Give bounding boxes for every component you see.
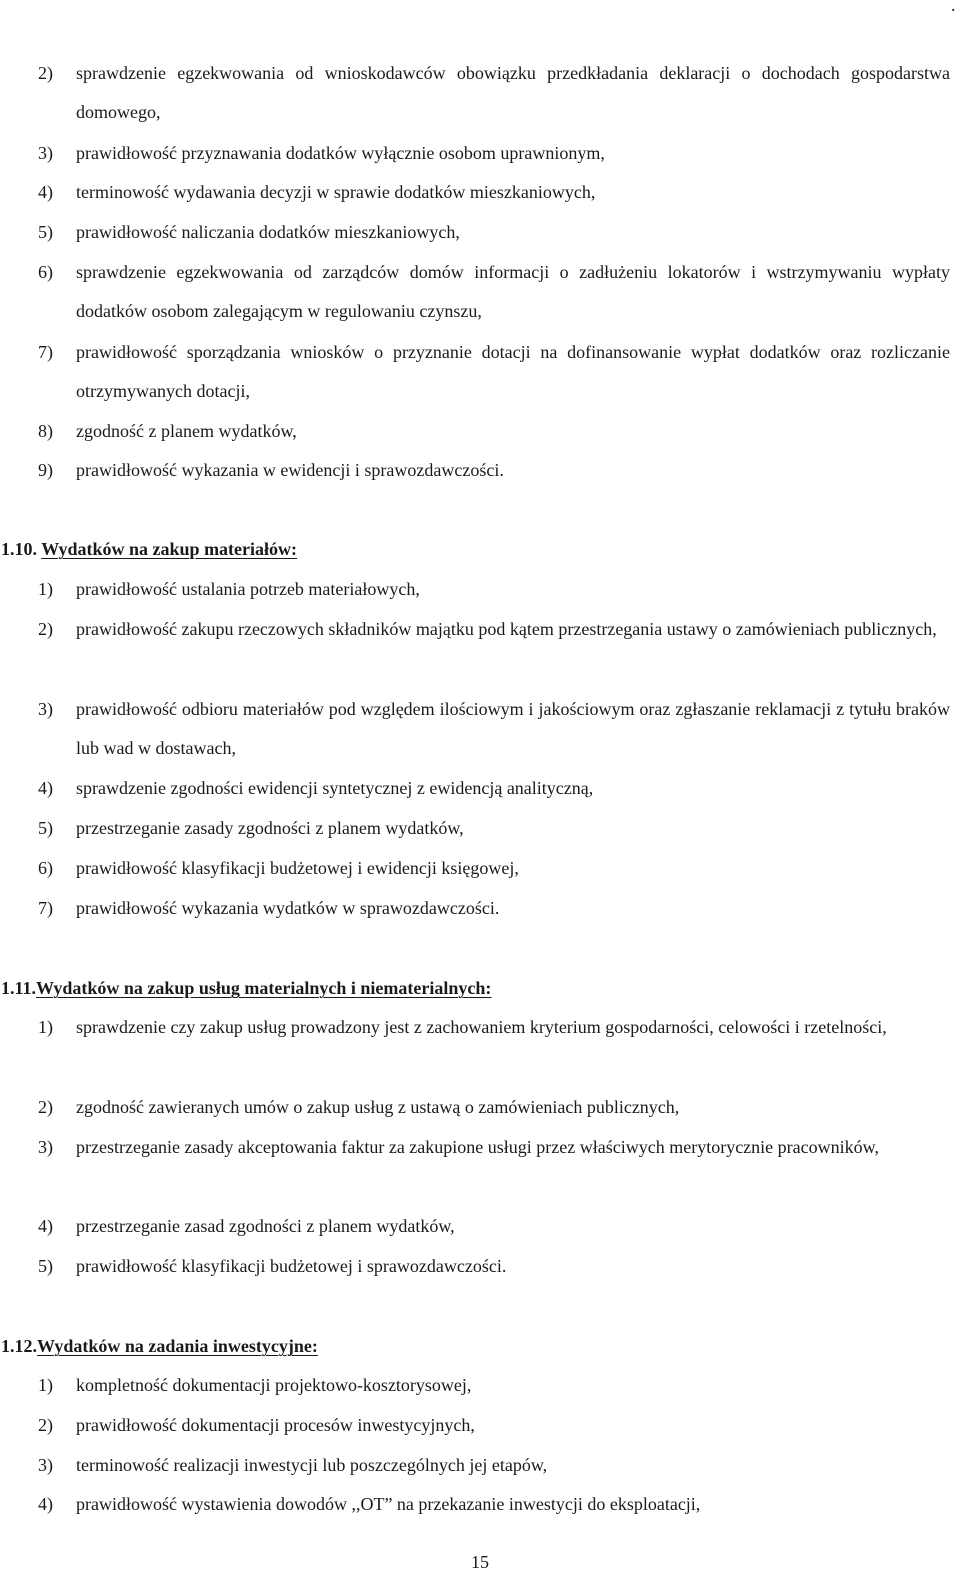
section-label: 1.11. [1, 978, 37, 998]
section-title: Wydatków na zakup usług materialnych i niematerialnych: [36, 978, 492, 998]
item-text: prawidłowość sporządzania wniosków o przyznanie dotacji na dofinansowanie wypłat dodatków oraz rozliczanie otrzymywanych dotacji, [76, 342, 950, 401]
item-number: 6) [38, 858, 53, 878]
item-text: sprawdzenie czy zakup usług prowadzony jest z zachowaniem kryterium gospodarności, celowości i rzetelności, [76, 1017, 887, 1037]
item-text: zgodność zawieranych umów o zakup usług z ustawą o zamówieniach publicznych, [76, 1097, 680, 1117]
list-item [38, 1128, 950, 1167]
item-number: 7) [38, 898, 53, 918]
section-label: 1.12. [1, 1336, 37, 1356]
section-heading-1-11 [1, 969, 491, 1008]
item-number: 1) [38, 579, 53, 599]
item-number: 2) [38, 1097, 53, 1117]
item-number: 3) [38, 1137, 53, 1157]
section-title: Wydatków na zadania inwestycyjne: [37, 1336, 318, 1356]
item-number: 2) [38, 63, 53, 83]
item-number: 7) [38, 342, 53, 362]
list-item [38, 849, 950, 888]
list-item [38, 1406, 950, 1445]
item-number: 4) [38, 1494, 53, 1514]
list-item [38, 213, 950, 252]
item-text: prawidłowość klasyfikacji budżetowej i sprawozdawczości. [76, 1256, 507, 1276]
list-item [38, 333, 950, 411]
item-text: prawidłowość zakupu rzeczowych składników majątku pod kątem przestrzegania ustawy o zamówieniach publicznych, [76, 619, 937, 639]
list-item [38, 134, 950, 173]
item-number: 6) [38, 262, 53, 282]
list-item [38, 690, 950, 768]
item-number: 3) [38, 143, 53, 163]
list-item [38, 173, 950, 212]
item-text: prawidłowość dokumentacji procesów inwestycyjnych, [76, 1415, 475, 1435]
item-text: przestrzeganie zasad zgodności z planem wydatków, [76, 1216, 455, 1236]
list-item [38, 1008, 950, 1047]
item-text: kompletność dokumentacji projektowo-kosztorysowej, [76, 1375, 472, 1395]
item-number: 4) [38, 778, 53, 798]
list-item [38, 1088, 950, 1127]
item-text: zgodność z planem wydatków, [76, 421, 297, 441]
list-item [38, 54, 950, 132]
list-item [38, 889, 950, 928]
page-number: 15 [471, 1552, 489, 1572]
item-text: prawidłowość naliczania dodatków mieszkaniowych, [76, 222, 460, 242]
item-number: 3) [38, 699, 53, 719]
list-item [38, 451, 950, 490]
item-text: prawidłowość klasyfikacji budżetowej i ewidencji księgowej, [76, 858, 519, 878]
item-text: prawidłowość odbioru materiałów pod względem ilościowym i jakościowym oraz zgłaszanie reklamacji z tytułu braków lub wad w dostawach, [76, 699, 950, 758]
list-item [38, 253, 950, 331]
list-item [38, 809, 950, 848]
section-label: 1.10. [1, 539, 37, 559]
item-number: 5) [38, 222, 53, 242]
item-number: 9) [38, 460, 53, 480]
section-title: Wydatków na zakup materiałów: [41, 539, 298, 559]
list-item [38, 1247, 950, 1286]
item-number: 5) [38, 818, 53, 838]
list-item [38, 570, 950, 609]
item-text: prawidłowość wykazania wydatków w sprawozdawczości. [76, 898, 500, 918]
item-text: prawidłowość wykazania w ewidencji i sprawozdawczości. [76, 460, 504, 480]
item-number: 4) [38, 1216, 53, 1236]
item-number: 1) [38, 1375, 53, 1395]
item-text: sprawdzenie egzekwowania od zarządców domów informacji o zadłużeniu lokatorów i wstrzymywaniu wypłaty dodatków osobom zalegającym w regulowaniu czynszu, [76, 262, 950, 321]
section-heading-1-10 [1, 530, 297, 569]
list-item [38, 769, 950, 808]
item-number: 4) [38, 182, 53, 202]
list-item [38, 1485, 950, 1524]
item-text: prawidłowość przyznawania dodatków wyłącznie osobom uprawnionym, [76, 143, 605, 163]
item-text: przestrzeganie zasady akceptowania faktur za zakupione usługi przez właściwych merytorycznie pracowników, [76, 1137, 879, 1157]
item-text: sprawdzenie zgodności ewidencji syntetycznej z ewidencją analityczną, [76, 778, 594, 798]
corner-mark: . [951, 0, 956, 15]
list-item [38, 412, 950, 451]
item-text: sprawdzenie egzekwowania od wnioskodawców obowiązku przedkładania deklaracji o dochodach gospodarstwa domowego, [76, 63, 950, 122]
list-item [38, 1366, 950, 1405]
item-number: 5) [38, 1256, 53, 1276]
list-item [38, 1446, 950, 1485]
item-number: 1) [38, 1017, 53, 1037]
item-number: 8) [38, 421, 53, 441]
list-item [38, 610, 950, 649]
section-heading-1-12 [1, 1327, 318, 1366]
item-text: terminowość realizacji inwestycji lub poszczególnych jej etapów, [76, 1455, 548, 1475]
item-number: 2) [38, 1415, 53, 1435]
item-text: prawidłowość wystawienia dowodów ,,OT” na przekazanie inwestycji do eksploatacji, [76, 1494, 701, 1514]
item-text: prawidłowość ustalania potrzeb materiałowych, [76, 579, 420, 599]
item-text: przestrzeganie zasady zgodności z planem wydatków, [76, 818, 464, 838]
item-number: 2) [38, 619, 53, 639]
item-number: 3) [38, 1455, 53, 1475]
list-item [38, 1207, 950, 1246]
item-text: terminowość wydawania decyzji w sprawie dodatków mieszkaniowych, [76, 182, 596, 202]
